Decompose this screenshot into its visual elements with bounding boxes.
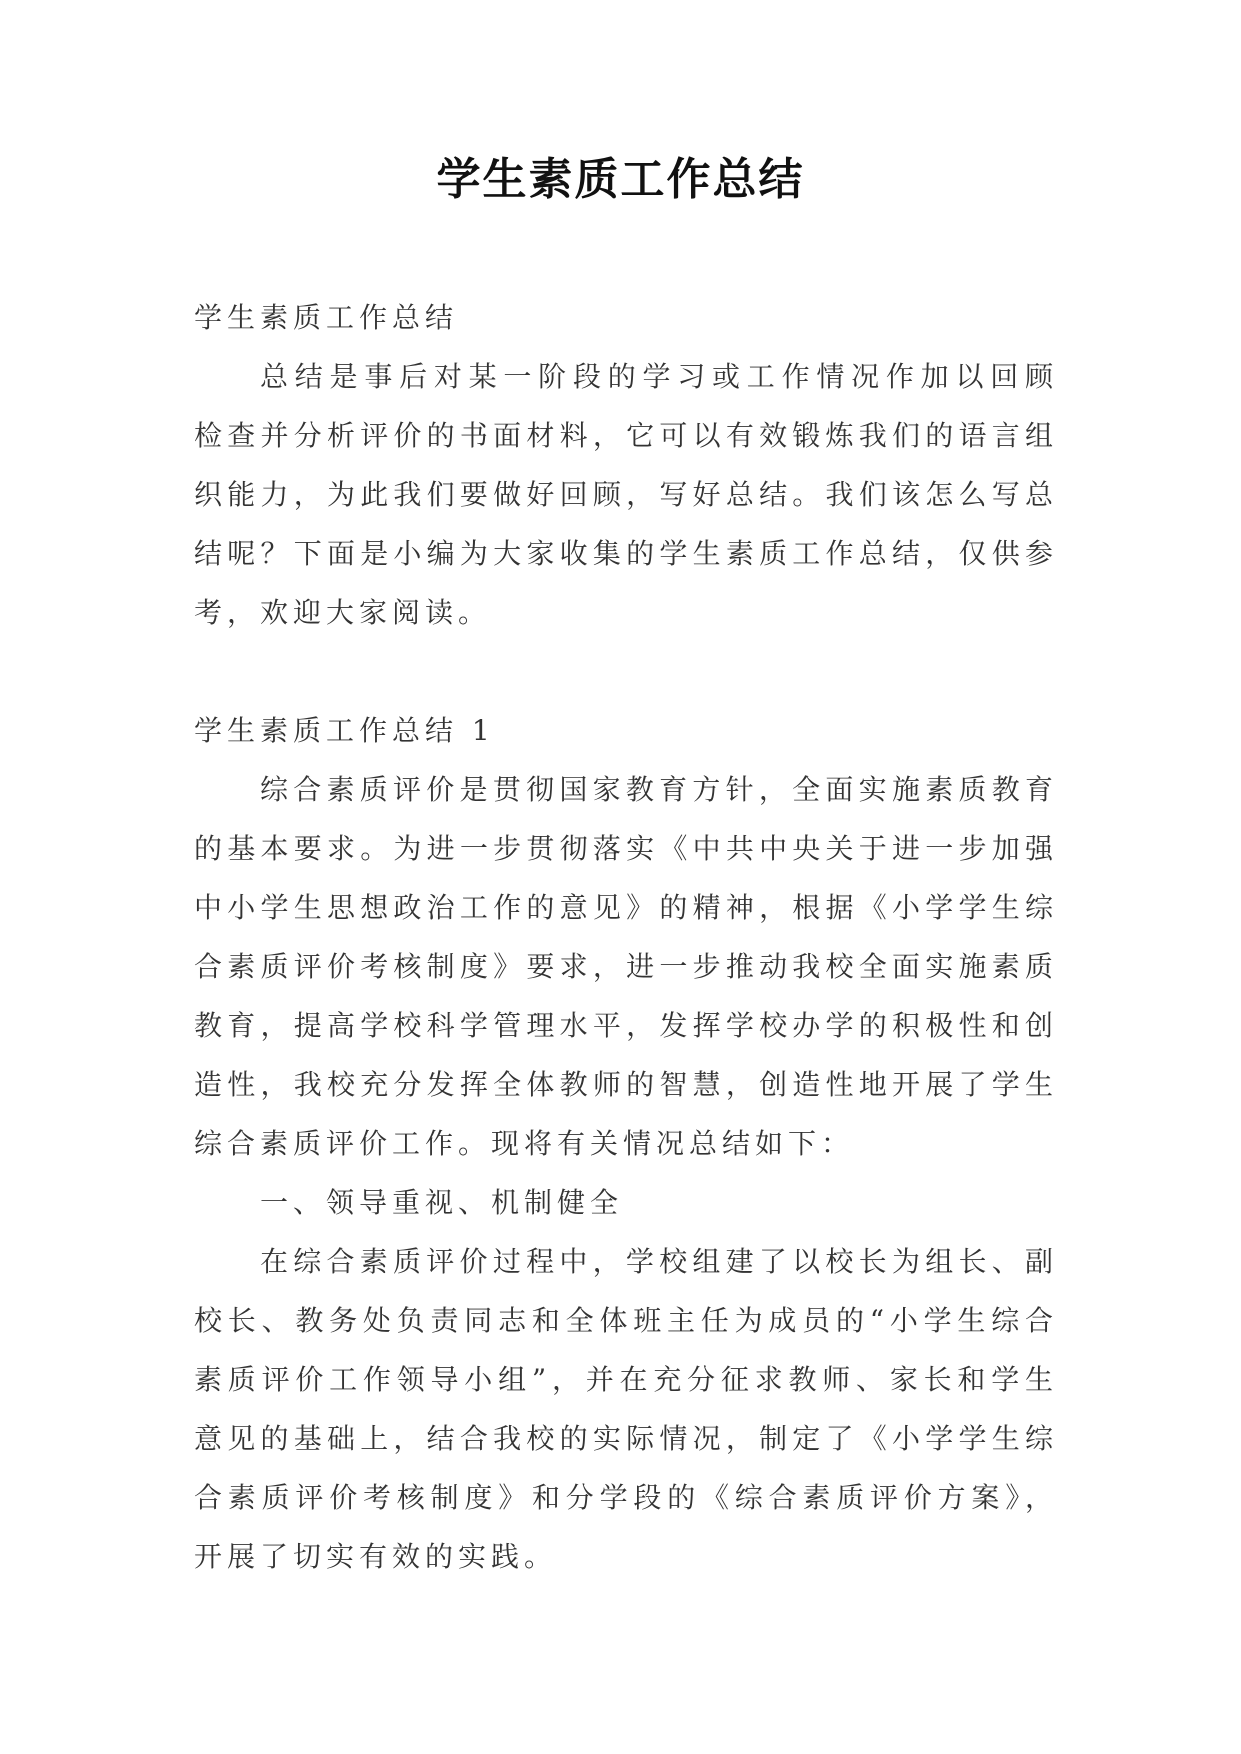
- paragraph-line: 意见的基础上，结合我校的实际情况，制定了《小学学生综: [194, 1422, 1058, 1455]
- document-body: [194, 288, 1058, 1586]
- section-heading: 学生素质工作总结 1: [194, 714, 495, 747]
- blank-line: [194, 642, 1058, 701]
- document-title: 学生素质工作总结: [436, 154, 805, 205]
- paragraph-line: 检查并分析评价的书面材料，它可以有效锻炼我们的语言组: [194, 419, 1058, 452]
- intro-heading: 学生素质工作总结: [194, 301, 459, 334]
- paragraph-line: 综合素质评价工作。现将有关情况总结如下：: [194, 1127, 855, 1160]
- paragraph-line: 在综合素质评价过程中，学校组建了以校长为组长、副: [260, 1245, 1058, 1278]
- paragraph-line: 合素质评价考核制度》要求，进一步推动我校全面实施素质: [194, 950, 1058, 983]
- paragraph-line: 综合素质评价是贯彻国家教育方针，全面实施素质教育: [260, 773, 1058, 806]
- section-paragraph-2: [194, 1232, 1058, 1586]
- section-paragraph-1: [194, 760, 1058, 1173]
- section-subheading: 一、领导重视、机制健全: [260, 1186, 624, 1219]
- paragraph-line: 结呢？下面是小编为大家收集的学生素质工作总结，仅供参: [194, 537, 1058, 570]
- paragraph-line: 合素质评价考核制度》和分学段的《综合素质评价方案》，: [194, 1481, 1058, 1514]
- paragraph-line: 教育，提高学校科学管理水平，发挥学校办学的积极性和创: [194, 1009, 1058, 1042]
- paragraph-line: 考，欢迎大家阅读。: [194, 596, 492, 629]
- paragraph-line: 素质评价工作领导小组”，并在充分征求教师、家长和学生: [194, 1363, 1058, 1396]
- paragraph-line: 的基本要求。为进一步贯彻落实《中共中央关于进一步加强: [194, 832, 1058, 865]
- intro-paragraph: [194, 347, 1058, 642]
- paragraph-line: 总结是事后对某一阶段的学习或工作情况作加以回顾: [260, 360, 1058, 393]
- paragraph-line: 织能力，为此我们要做好回顾，写好总结。我们该怎么写总: [194, 478, 1058, 511]
- paragraph-line: 校长、教务处负责同志和全体班主任为成员的“小学生综合: [194, 1304, 1058, 1337]
- paragraph-line: 中小学生思想政治工作的意见》的精神，根据《小学学生综: [194, 891, 1058, 924]
- paragraph-line: 开展了切实有效的实践。: [194, 1540, 558, 1573]
- paragraph-line: 造性，我校充分发挥全体教师的智慧，创造性地开展了学生: [194, 1068, 1058, 1101]
